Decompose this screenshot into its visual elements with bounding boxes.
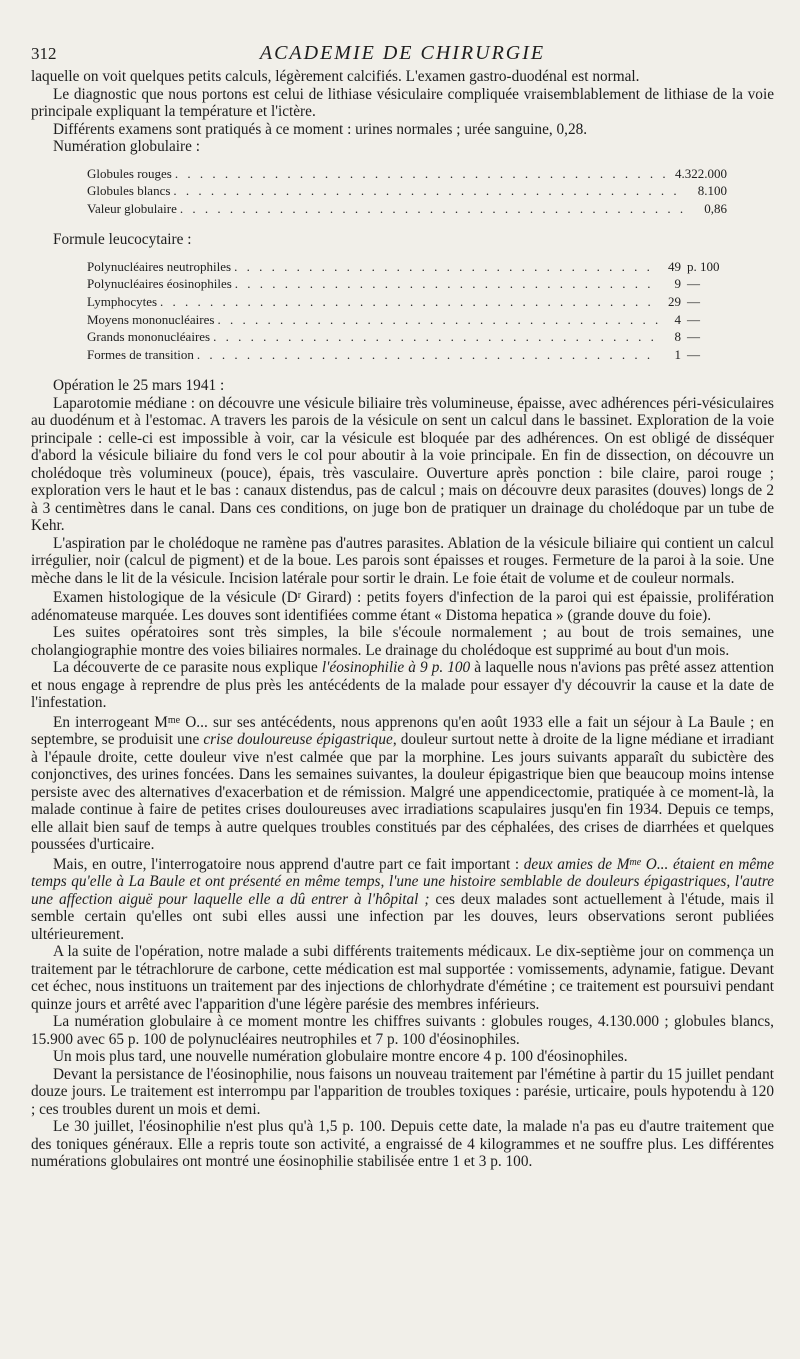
paragraph: A la suite de l'opération, notre malade a subi différents traitements médicaux. Le dix-septième jour on commença un traitement par le tétrachlorure de carbone, cette médication est mal supportée : vomissements, adynamie, fatigue. Devant cet échec, nous instituons un traitement par des injections de chlorhydrate d'émétine ; ce traitement est poursuivi pendant quinze jours et arrêté avec l'apparition d'une légère parésie des membres inférieurs. <box>31 943 774 1013</box>
paragraph: Un mois plus tard, une nouvelle numération globulaire montre encore 4 p. 100 d'éosinophiles. <box>53 1048 628 1066</box>
leader-dots <box>217 311 658 329</box>
leader-dots <box>160 293 658 311</box>
leader-dots <box>175 165 672 183</box>
paragraph: Les suites opératoires sont très simples, la bile s'écoule normalement ; au bout de trois semaines, une cholangiographie montre des voies biliaires normales. Le drainage du cholédoque est supprimé au bout d'un mois. <box>31 624 774 659</box>
operation-heading: Opération le 25 mars 1941 : <box>53 377 225 395</box>
row-value: 29 <box>668 293 681 309</box>
row-unit: — <box>687 346 700 362</box>
paragraph: Numération globulaire : <box>53 138 200 155</box>
row-label: Formes de transition <box>87 346 194 362</box>
page-number: 312 <box>31 44 57 63</box>
table-row <box>87 346 727 364</box>
table-row <box>87 165 727 183</box>
row-unit: — <box>687 293 700 309</box>
paragraph: Différents examens sont pratiqués à ce moment : urines normales ; urée sanguine, 0,28. <box>53 120 588 138</box>
row-value: 4.322.000 <box>675 165 727 181</box>
leader-dots <box>213 328 658 346</box>
paragraph: La numération globulaire à ce moment montre les chiffres suivants : globules rouges, 4.130.000 ; globules blancs, 15.900 avec 65 p. 100 de polynucléaires neutrophiles et 7 p. 100 d'éosinophiles. <box>31 1013 774 1048</box>
table-row <box>87 200 727 218</box>
row-value: 8.100 <box>697 183 727 199</box>
table-row <box>87 258 727 276</box>
page-header <box>31 40 774 68</box>
row-unit: — <box>687 276 700 292</box>
leader-dots <box>197 346 658 364</box>
paragraph: laquelle on voit quelques petits calculs, légèrement calcifiés. L'examen gastro-duodénal est normal. <box>31 68 640 85</box>
row-label: Globules rouges <box>87 165 172 181</box>
table-row <box>87 275 727 293</box>
leader-dots <box>234 258 658 276</box>
row-value: 49 <box>668 258 681 274</box>
formule-table <box>87 258 727 364</box>
row-unit: p. 100 <box>687 258 720 274</box>
paragraph: La découverte de ce parasite nous explique l'éosinophilie à 9 p. 100 à laquelle nous n'avions pas prêté assez attention et nous engage à reprendre de plus près les antécédents de la malade pour essayer d'y découvrir la cause et la date de l'infestation. <box>31 659 774 712</box>
row-label: Grands mononucléaires <box>87 329 211 345</box>
row-label: Lymphocytes <box>87 293 158 309</box>
paragraph: En interrogeant $M^{me}$ O... sur ses antécédents, nous apprenons qu'en août 1933 elle a fait un séjour à La Baule ; en septembre, se produisit une crise douloureuse épigastrique, douleur surtout nette à droite de la ligne médiane et irradiant à l'épaule droite, cette douleur vive n'est calmée que par la morphine. Les jours suivants apparaît du subictère des conjonctives, des urines foncées. Dans les semaines suivantes, la douleur épigastrique bien que beaucoup moins intense persiste avec des alternatives d'exacerbation et de rémission. Malgré une appendicectomie, pratiquée à ce moment-là, la malade continue à faire de petites crises douloureuses avec irradiations scapulaires jusqu'en fin 1934. Depuis ce temps, elle allait bien sauf de temps à autre quelques troubles constitués par des céphalées, des crises de diarrhées et quelques poussées d'urticaire. <box>31 713 775 854</box>
leader-dots <box>173 182 684 200</box>
row-label: Globules blancs <box>87 183 171 199</box>
leader-dots <box>180 200 684 218</box>
paragraph: Le diagnostic que nous portons est celui de lithiase vésiculaire compliquée vraisemblablement de lithiase de la voie principale expliquant la température et l'ictère. <box>31 85 774 120</box>
paragraph: Laparotomie médiane : on découvre une vésicule biliaire très volumineuse, épaisse, avec adhérences péri-vésiculaires au duodénum et à l'estomac. A travers les parois de la vésicule on sent un calcul dans le bassinet. Exploration de la voie principale : celle-ci est impossible à voir, car la vésicule est bloquée par des adhérences. On est obligé de disséquer d'abord la vésicule biliaire du fond vers le col pour aboutir à la voie principale. En fin de dissection, on découvre un cholédoque très volumineux (pouce), épais, très vasculaire. Ouverture après ponction : bile claire, paroi rouge ; exploration vers le haut et le bas : canaux distendus, pas de calcul ; mais on découvre deux parasites (douves) longs de 2 à 3 centimètres dans le canal. Dans ces conditions, on juge bon de pratiquer un drainage du cholédoque par un tube de Kehr. <box>31 394 774 535</box>
document-body <box>31 68 774 1171</box>
paragraph: Examen histologique de la vésicule ($D^r$ Girard) : petits foyers d'infection de la paroi qui est épaissie, prolifération adénomateuse marquée. Les douves sont identifiées comme étant « Distoma hepatica » (grande douve du foie). <box>31 589 775 624</box>
table-row <box>87 182 727 200</box>
leader-dots <box>235 275 658 293</box>
table-row <box>87 328 727 346</box>
section-label: Formule leucocytaire : <box>53 231 192 249</box>
row-label: Moyens mononucléaires <box>87 311 215 327</box>
paragraph: Le 30 juillet, l'éosinophilie n'est plus qu'à 1,5 p. 100. Depuis cette date, la malade n'a pas eu d'autre traitement que des toniques généraux. Elle a repris toute son activité, a engraissé de 4 kilogrammes et ne souffre plus. Les différentes numérations globulaires ont montré une éosinophilie stabilisée entre 1 et 3 p. 100. <box>31 1118 774 1171</box>
row-value: 9 <box>674 276 681 292</box>
row-unit: — <box>687 311 700 327</box>
row-value: 1 <box>674 346 681 362</box>
row-value: 4 <box>674 311 681 327</box>
row-value: 0,86 <box>704 200 727 216</box>
table-row <box>87 311 727 329</box>
row-label: Valeur globulaire <box>87 200 177 216</box>
paragraph: Devant la persistance de l'éosinophilie, nous faisons un nouveau traitement par l'émétine à partir du 15 juillet pendant douze jours. Le traitement est interrompu par l'apparition de troubles toxiques : parésie, urticaire, pouls hypotendu à 120 ; ces troubles durent un mois et demi. <box>31 1065 774 1118</box>
paragraph: Mais, en outre, l'interrogatoire nous apprend d'autre part ce fait important : deux amies de $M^{me}$ O... étaient en même temps qu'elle à La Baule et ont présenté en même temps, l'une une histoire semblable de douleurs épigastriques, l'autre une affection aiguë pour laquelle elle a dû entrer à l'hôpital ; ces deux malades sont actuellement à l'étude, mais il semble certain qu'elles ont subi elles aussi une infection par les douves, leurs observations seront publiées ultérieurement. <box>31 855 774 943</box>
row-label: Polynucléaires éosinophiles <box>87 276 232 292</box>
running-title: ACADEMIE DE CHIRURGIE <box>259 42 546 64</box>
row-value: 8 <box>674 329 681 345</box>
row-unit: — <box>687 329 700 345</box>
numeration-table <box>87 165 727 218</box>
row-label: Polynucléaires neutrophiles <box>87 258 232 274</box>
table-row <box>87 293 727 311</box>
paragraph: L'aspiration par le cholédoque ne ramène pas d'autres parasites. Ablation de la vésicule biliaire qui contient un calcul irrégulier, noir (calcul de pigment) et de la boue. Les parois sont épaisses et rouges. Fermeture de la paroi à la soie. Une mèche dans le lit de la vésicule. Incision latérale pour sortir le drain. Le foie était de volume et de couleur normals. <box>31 534 774 587</box>
